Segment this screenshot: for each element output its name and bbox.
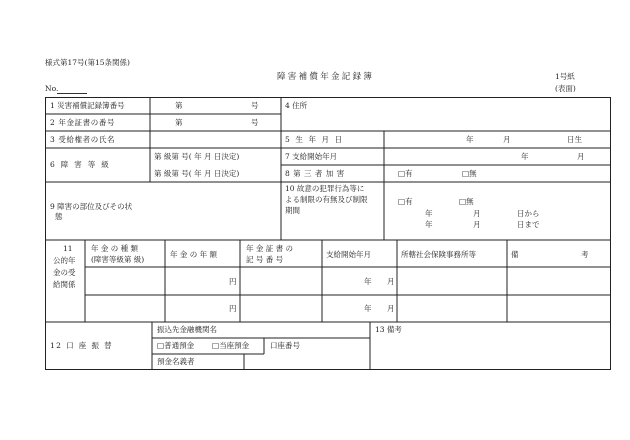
field-9-label-line2: 態 — [55, 212, 63, 221]
field-5-month: 月 — [503, 135, 511, 144]
field-1-go: 号 — [251, 101, 259, 110]
field-7-month: 月 — [577, 152, 585, 161]
row1-yen: 円 — [229, 277, 237, 286]
field-8-no: □無 — [462, 169, 477, 178]
field-9-label-line1: 9 障害の部位及びその状 — [50, 202, 133, 211]
field-10-from-month: 月 — [473, 209, 481, 218]
field-11-line2: 公的年 — [53, 256, 76, 265]
field-10-line3: 期間 — [285, 206, 300, 215]
side-label: (表面) — [555, 84, 576, 93]
field-11-line1: 11 — [63, 244, 73, 253]
field-6-row1: 第 級第 号( 年 月 日決定) — [154, 152, 240, 161]
row1-month: 月 — [387, 277, 395, 286]
field-10-line1: 10 故意の犯罪行為等に — [285, 184, 365, 193]
field-10-yes: □有 — [398, 197, 413, 206]
field-2-label: 2 年金証書の番号 — [50, 118, 116, 127]
document-title: 障害補償年金記録簿 — [277, 72, 375, 82]
field-12-futsu: □普通預金 — [157, 341, 195, 350]
field-10-to: 日まで — [517, 220, 540, 229]
field-3-label: 3 受給権者の氏名 — [50, 135, 116, 144]
field-12-label: 12 口 座 振 替 — [50, 341, 114, 350]
row2-month: 月 — [387, 304, 395, 313]
field-7-label: 7 支給開始年月 — [285, 152, 338, 161]
page-label: 1号紙 — [555, 72, 575, 81]
field-6-label: 6 障 害 等 級 — [50, 160, 111, 169]
field-13-label: 13 備考 — [375, 325, 402, 334]
col-cert-number-line2: 記 号 番 号 — [246, 255, 284, 264]
field-8-label: 8 第 三 者 加 害 — [285, 169, 345, 178]
col-annual-amount: 年 金 の 年 額 — [170, 250, 218, 259]
col-remarks-end: 考 — [581, 250, 589, 259]
field-5-year: 年 — [466, 135, 474, 144]
record-number-label: No. — [45, 84, 59, 93]
form-number: 様式第17号(第15条関係) — [45, 58, 130, 67]
field-11-line3: 金の受 — [53, 268, 76, 277]
field-12-bank: 振込先金融機関名 — [157, 325, 217, 334]
field-12-account: 口座番号 — [270, 341, 300, 350]
field-1-label: 1 災害補償記録簿番号 — [50, 101, 125, 110]
col-pension-kind-line1: 年 金 の 種 類 — [91, 244, 139, 253]
field-2-dai: 第 — [175, 118, 183, 127]
field-11-line4: 給関係 — [53, 280, 76, 289]
field-12-holder: 預金名義者 — [157, 357, 195, 366]
row1-year: 年 — [364, 277, 372, 286]
field-10-to-year: 年 — [425, 220, 433, 229]
row2-yen: 円 — [229, 304, 237, 313]
field-10-from-year: 年 — [425, 209, 433, 218]
col-pension-kind-line2: (障害等級第 級) — [91, 255, 145, 264]
field-5-label: 5 生 年 月 日 — [285, 135, 344, 144]
field-10-to-month: 月 — [473, 220, 481, 229]
field-12-toza: □当座預金 — [212, 341, 250, 350]
field-1-dai: 第 — [175, 101, 183, 110]
col-payment-start: 支給開始年月 — [326, 250, 371, 259]
field-2-go: 号 — [251, 118, 259, 127]
col-cert-number-line1: 年 金 証 書 の — [246, 244, 294, 253]
field-10-no: □無 — [459, 197, 474, 206]
field-7-year: 年 — [521, 152, 529, 161]
col-social-insurance-office: 所轄社会保険事務所等 — [401, 250, 476, 259]
record-number-underline — [57, 93, 87, 94]
field-6-row2: 第 級第 号( 年 月 日決定) — [154, 169, 240, 178]
field-4-label: 4 住所 — [285, 101, 308, 110]
field-10-line2: よる制限の有無及び制限 — [285, 195, 368, 204]
row2-year: 年 — [364, 304, 372, 313]
record-table — [45, 97, 611, 370]
field-8-yes: □有 — [398, 169, 413, 178]
field-5-day: 日生 — [567, 135, 582, 144]
col-remarks: 備 — [511, 250, 520, 259]
field-10-from: 日から — [517, 209, 540, 218]
